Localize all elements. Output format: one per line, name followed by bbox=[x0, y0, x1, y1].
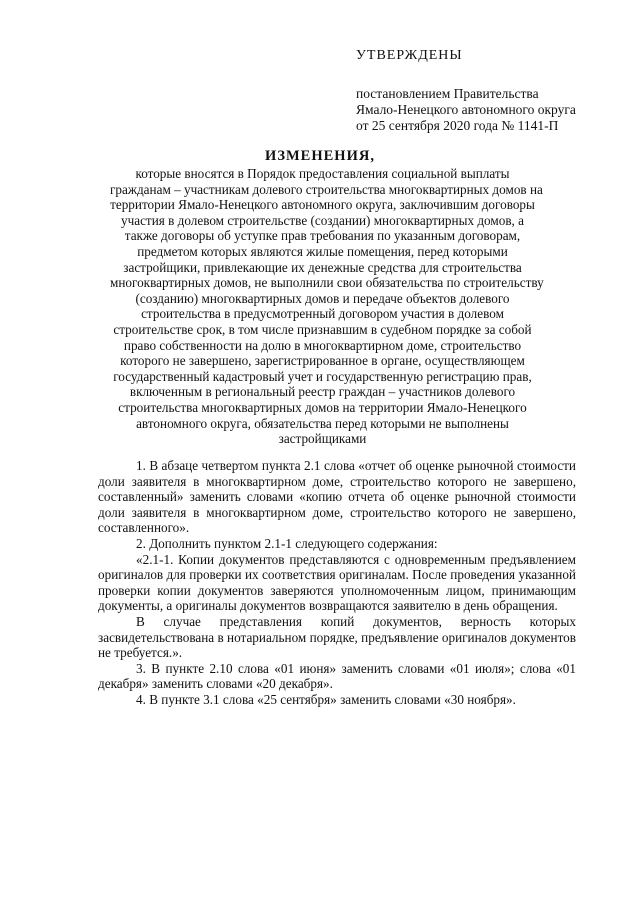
paragraph-item-3: 3. В пункте 2.10 слова «01 июня» заменить словами «01 июля»; слова «01 декабря» заменить словами «20 декабря». bbox=[98, 660, 576, 692]
approval-line-3: от 25 сентября 2020 года № 1141-П bbox=[356, 118, 559, 133]
document-title: ИЗМЕНЕНИЯ, bbox=[265, 148, 375, 164]
subtitle-line: строительстве срок, в том числе признавшим в судебном порядке за собой bbox=[113, 321, 532, 337]
subtitle-line: которого не завершено, зарегистрированное в органе, осуществляющем bbox=[120, 353, 525, 369]
subtitle-line: (созданию) многоквартирных домов и передаче объектов долевого bbox=[135, 290, 510, 306]
paragraph-item-2: 2. Дополнить пунктом 2.1-1 следующего содержания: bbox=[136, 535, 438, 551]
approval-block bbox=[356, 48, 616, 134]
subtitle-line: автономного округа, обязательства перед которыми не выполнены bbox=[136, 415, 509, 431]
paragraph-item-4: 4. В пункте 3.1 слова «25 сентября» заменить словами «30 ноября». bbox=[136, 691, 516, 707]
subtitle-line: предметом которых являются жилые помещения, перед которыми bbox=[137, 243, 508, 259]
paragraph-item-1: 1. В абзаце четвертом пункта 2.1 слова «отчет об оценке рыночной стоимости доли заявителя в многоквартирном доме, строительство которого не завершено, составленный» заменить словами «копию отчета об оценке рыночной стоимости доли заявителя в многоквартирном доме, строительство которого не завершено, составленного». bbox=[98, 458, 576, 536]
document-body bbox=[98, 458, 576, 708]
document-subtitle bbox=[110, 166, 544, 447]
approval-line-2: Ямало-Ненецкого автономного округа bbox=[356, 102, 576, 117]
paragraph-quote-2-1-1: «2.1-1. Копии документов представляются с одновременным предъявлением оригиналов для проверки их соответствия оригиналам. После проведения указанной проверки копии документов заверяются уполномоченным лицом, принимающим документы, а оригиналы документов возвращаются заявителю в день обращения. bbox=[98, 551, 576, 614]
subtitle-line: застройщиками bbox=[278, 431, 367, 447]
subtitle-line: также договоры об уступке прав требования по указанным договорам, bbox=[124, 228, 521, 244]
subtitle-line: строительства в предусмотренный договором участия в долевом bbox=[141, 306, 504, 322]
subtitle-line: застройщики, привлекающие их денежные средства для строительства bbox=[123, 259, 522, 275]
approval-heading: УТВЕРЖДЕНЫ bbox=[356, 48, 463, 63]
subtitle-line: многоквартирных домов, не выполнили свои обязательства по строительству bbox=[110, 275, 544, 291]
subtitle-line: право собственности на долю в многоквартирном доме, строительство bbox=[123, 337, 522, 353]
subtitle-line: которые вносятся в Порядок предоставления социальной выплаты bbox=[135, 166, 510, 181]
approval-line-1: постановлением Правительства bbox=[356, 86, 539, 101]
subtitle-line: строительства многоквартирных домов на территории Ямало-Ненецкого bbox=[118, 399, 527, 415]
subtitle-line: гражданам – участникам долевого строительства многоквартирных домов на bbox=[110, 181, 543, 197]
paragraph-notary-case: В случае представления копий документов, верность которых засвидетельствована в нотариальном порядке, предъявление оригиналов документов не требуется.». bbox=[98, 613, 576, 661]
subtitle-line: государственный кадастровый учет и государственную регистрацию прав, bbox=[113, 368, 532, 384]
subtitle-line: территории Ямало-Ненецкого автономного округа, заключившим договоры bbox=[110, 197, 535, 213]
subtitle-line: участия в долевом строительстве (создании) многоквартирных домов, а bbox=[121, 212, 524, 228]
subtitle-line: включенным в региональный реестр граждан – участников долевого bbox=[129, 384, 516, 400]
